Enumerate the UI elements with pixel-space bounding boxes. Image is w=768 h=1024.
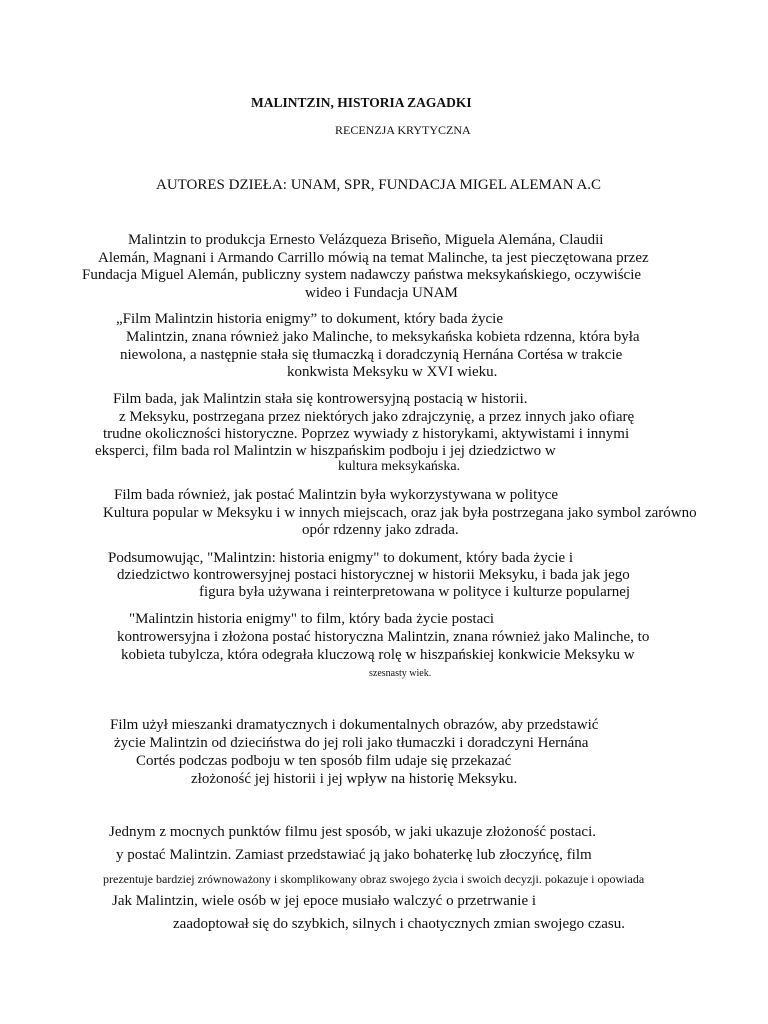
paragraph-line: kobieta tubylcza, która odegrała kluczową rolę w hiszpańskiej konkwicie Meksyku w [121,647,635,663]
paragraph-line: konkwista Meksyku w XVI wieku. [287,364,498,380]
paragraph-line: z Meksyku, postrzegana przez niektórych jako zdrajczynię, a przez innych jako ofiarę [119,409,635,425]
paragraph-line: trudne okoliczności historyczne. Poprzez wywiady z historykami, aktywistami i innymi [103,426,630,442]
paragraph-line: zaadoptował się do szybkich, silnych i chaotycznych zmian swojego czasu. [173,916,625,932]
paragraph-line: Film bada, jak Malintzin stała się kontrowersyjną postacią w historii. [113,391,528,407]
paragraph-line: „Film Malintzin historia enigmy” to dokument, który bada życie [116,311,503,327]
paragraph-line: Film bada również, jak postać Malintzin była wykorzystywana w polityce [114,487,559,503]
paragraph-line: Jednym z mocnych punktów filmu jest sposób, w jaki ukazuje złożoność postaci. [109,824,596,840]
paragraph-line: wideo i Fundacja UNAM [305,285,458,301]
paragraph-line: kultura meksykańska. [338,459,461,474]
paragraph-line: niewolona, a następnie stała się tłumaczką i doradczynią Hernána Cortésa w trakcie [120,347,623,363]
paragraph-line: figura była używana i reinterpretowana w polityce i kulturze popularnej [199,584,631,600]
paragraph-line: kontrowersyjna i złożona postać historyczna Malintzin, znana również jako Malinche, to [117,629,650,645]
paragraph-line: Cortés podczas podboju w ten sposób film udaje się przekazać [136,753,512,769]
paragraph-line: Malintzin to produkcja Ernesto Velázqueza Briseño, Miguela Alemána, Claudii [128,232,604,248]
document-title: MALINTZIN, HISTORIA ZAGADKI [251,95,472,110]
paragraph-line: Kultura popular w Meksyku i w innych miejscach, oraz jak była postrzegana jako symbol zarówno [103,505,697,521]
document-authors: AUTORES DZIEŁA: UNAM, SPR, FUNDACJA MIGEL ALEMAN A.C [156,177,602,193]
paragraph-line: Malintzin, znana również jako Malinche, to meksykańska kobieta rdzenna, która była [126,329,640,345]
paragraph-line: dziedzictwo kontrowersyjnej postaci historycznej w historii Meksyku, i bada jak jego [117,567,630,583]
paragraph-line: Fundacja Miguel Alemán, publiczny system nadawczy państwa meksykańskiego, oczywiście [82,267,642,283]
paragraph-line: "Malintzin historia enigmy" to film, który bada życie postaci [129,611,495,627]
paragraph-line: y postać Malintzin. Zamiast przedstawiać ją jako bohaterkę lub złoczyńcę, film [116,847,592,863]
paragraph-line: prezentuje bardziej zrównoważony i skomplikowany obraz swojego życia i swoich decyzji. pokazuje i opowiada [103,872,645,886]
paragraph-line: opór rdzenny jako zdrada. [302,522,459,538]
paragraph-line: Alemán, Magnani i Armando Carrillo mówią na temat Malinche, ta jest pieczętowana przez [98,250,649,266]
document-subtitle: RECENZJA KRYTYCZNA [335,123,471,137]
paragraph-line: szesnasty wiek. [369,668,432,679]
paragraph-line: życie Malintzin od dzieciństwa do jej roli jako tłumaczki i doradczyni Hernána [114,735,589,751]
paragraph-line: Podsumowując, "Malintzin: historia enigmy" to dokument, który bada życie i [108,550,574,566]
paragraph-line: eksperci, film bada rol Malintzin w hiszpańskim podboju i jej dziedzictwo w [95,443,556,459]
paragraph-line: złożoność jej historii i jej wpływ na historię Meksyku. [191,771,518,787]
paragraph-line: Film użył mieszanki dramatycznych i dokumentalnych obrazów, aby przedstawić [110,717,599,733]
paragraph-line: Jak Malintzin, wiele osób w jej epoce musiało walczyć o przetrwanie i [112,893,537,909]
